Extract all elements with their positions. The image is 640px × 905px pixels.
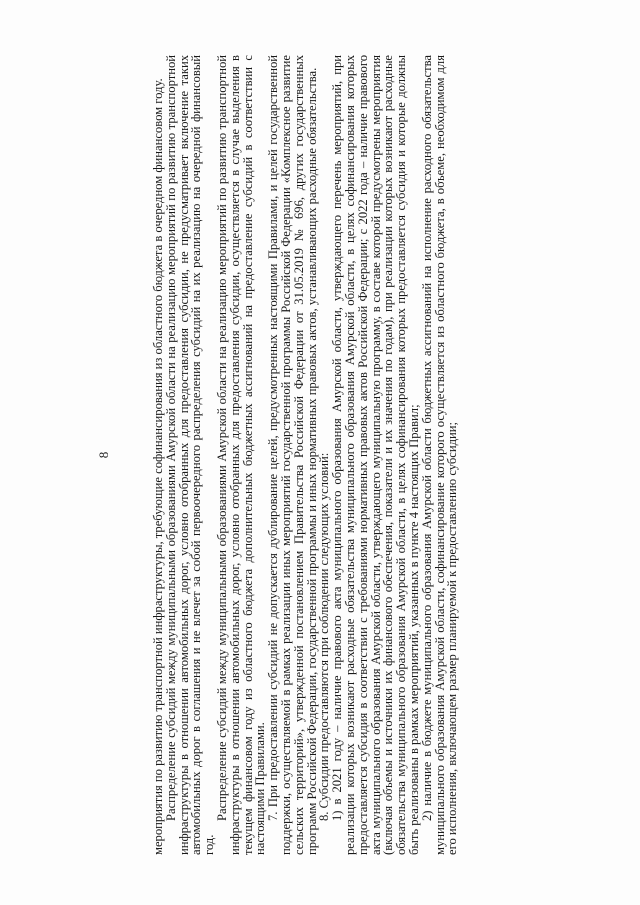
document-body — [152, 55, 459, 855]
paragraph: 2) наличие в бюджете муниципального образования Амурской области бюджетных ассигнований на исполнение расходного обязательства муниципального образования Амурской области, софинансирование которого осуществляется из областного бюджета, в объеме, необходимом для его исполнения, включающем размер планируемой к предоставлению субсидии; — [419, 55, 460, 855]
paragraph: 8. Субсидии предоставляются при соблюдении следующих условий: — [317, 452, 332, 821]
page-number: 8 — [96, 451, 111, 459]
paragraph: мероприятия по развитию транспортной инфраструктуры, требующие софинансирования из областного бюджета в очередном финансовом году. — [151, 78, 165, 855]
paragraph: 1) в 2021 году – наличие правового акта муниципального образования Амурской области, утверждающего перечень мероприятий, при реализации которых возникают расходные обязательства муниципального образования Амурской области, в целях софинансирования которых предоставляется субсидия в соответствии с требованиями нормативных правовых актов Российской Федерации; с 2022 года – наличие правового акта муниципального образования Амурской области, утверждающего муниципальную программу, в составе которой предусмотрены мероприятия (включая объемы и источники их финансового обеспечения, показатели и их значения по годам), при реализации которых возникают расходные обязательства муниципального образования Амурской области, в целях софинансирования которых предоставляется субсидия и которые должны быть реализованы в рамках мероприятий, указанных в пункте 4 настоящих Правил; — [330, 55, 421, 855]
paragraph: Распределение субсидий между муниципальными образованиями Амурской области на реализацию мероприятий по развитию транспортной инфраструктуры в отношении автомобильных дорог, условно отобранных для предоставления субсидии, не предусматривает включение таких автомобильных дорог в соглашения и не влечет за собой первоочередного распределения субсидий на их реализацию на очередной финансовый год. — [163, 55, 217, 855]
paragraph: 7. При предоставлении субсидий не допускается дублирование целей, предусмотренных настоящими Правилами, и целей государственной поддержки, осуществляемой в рамках реализации иных мероприятий государственной программы Российской Федерации «Комплексное развитие сельских территорий», утвержденной постановлением Правительства Российской Федерации от 31.05.2019 № 696, других государственных программ Российской Федерации, государственной программы и иных нормативных правовых актов, устанавливающих расходные обязательства. — [266, 55, 319, 855]
paragraph: Распределение субсидий между муниципальными образованиями Амурской области на реализацию мероприятий по развитию транспортной инфраструктуры в отношении автомобильных дорог, условно отобранных для предоставления субсидии, осуществляется в случае выделения в текущем финансовом году из областного бюджета дополнительных бюджетных ассигнований на предоставление субсидий в соответствии с настоящими Правилами. — [214, 55, 268, 855]
rotated-content — [96, 55, 566, 855]
